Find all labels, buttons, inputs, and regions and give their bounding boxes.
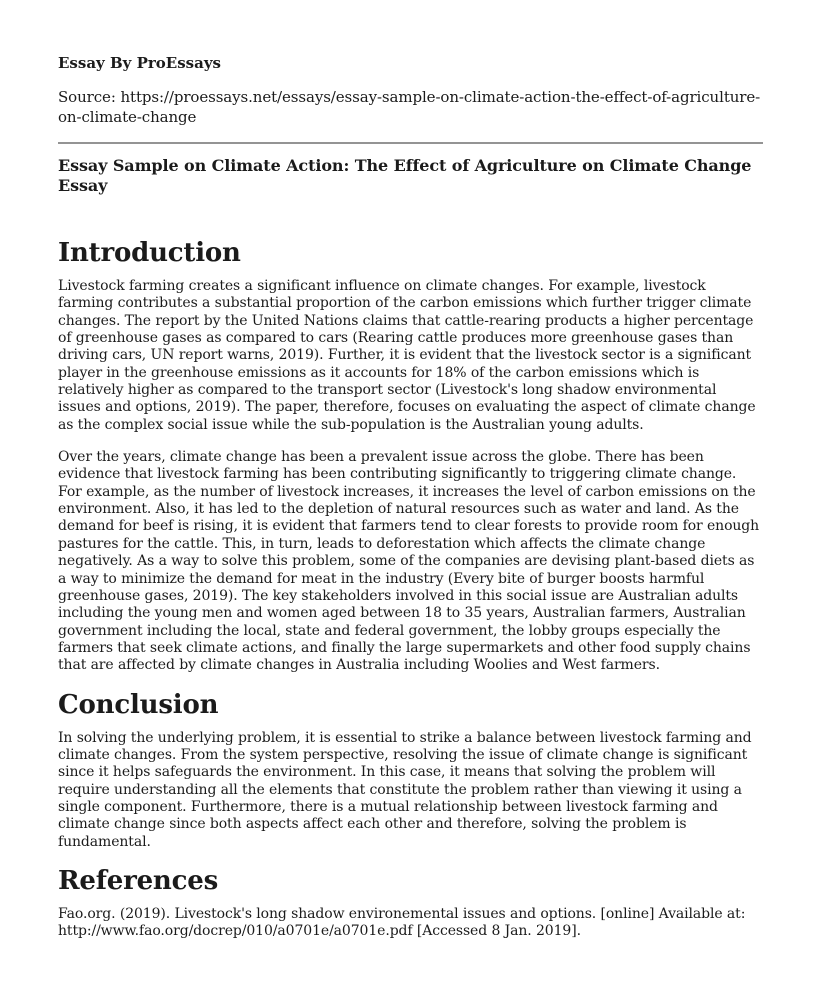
conclusion-paragraph: In solving the underlying problem, it is essential to strike a balance between livestock farming and climate changes. From the system perspective, resolving the issue of climate change is significant since it helps safeguards the environment. In this case, it means that solving the problem will require understanding all the elements that constitute the problem rather than viewing it using a single component. Furthermore, there is a mutual relationship between livestock farming and climate change since both aspects affect each other and therefore, solving the problem is fundamental. — [58, 729, 752, 850]
introduction-paragraph-1: Livestock farming creates a significant influence on climate changes. For example, livestock farming contributes a substantial proportion of the carbon emissions which further trigger climate changes. The report by the United Nations claims that cattle-rearing products a higher percentage of greenhouse gases as compared to cars (Rearing cattle produces more greenhouse gases than driving cars, UN report warns, 2019). Further, it is evident that the livestock sector is a significant player in the greenhouse emissions as it accounts for 18% of the carbon emissions which is relatively higher as compared to the transport sector (Livestock's long shadow environmental issues and options, 2019). The paper, therefore, focuses on evaluating the aspect of climate change as the complex social issue while the sub-population is the Australian young adults. — [58, 278, 756, 433]
divider-rule — [58, 142, 763, 144]
reference-entry: Fao.org. (2019). Livestock's long shadow environemental issues and options. [online] Available at: http://www.fao.org/docrep/010/a0701e/a0701e.pdf [Accessed 8 Jan. 2019]. — [58, 905, 746, 940]
source-url: https://proessays.net/essays/essay-sample-on-climate-action-the-effect-of-agriculture-on-climate-change — [58, 88, 761, 126]
source-label: Source: — [58, 88, 116, 106]
source-line — [58, 87, 763, 127]
section-heading-conclusion: Conclusion — [58, 689, 219, 720]
section-heading-introduction: Introduction — [58, 238, 241, 268]
byline: Essay By ProEssays — [58, 54, 221, 72]
section-heading-references: References — [58, 865, 219, 896]
document-title: Essay Sample on Climate Action: The Effect of Agriculture on Climate Change Essay — [58, 156, 752, 195]
introduction-paragraph-2: Over the years, climate change has been a prevalent issue across the globe. There has been evidence that livestock farming has been contributing significantly to triggering climate change. For example, as the number of livestock increases, it increases the level of carbon emissions on the environment. Also, it has led to the depletion of natural resources such as water and land. As the demand for beef is rising, it is evident that farmers tend to clear forests to provide room for enough pastures for the cattle. This, in turn, leads to deforestation which affects the climate change negatively. As a way to solve this problem, some of the companies are devising plant-based diets as a way to minimize the demand for meat in the industry (Every bite of burger boosts harmful greenhouse gases, 2019). The key stakeholders involved in this social issue are Australian adults including the young men and women aged between 18 to 35 years, Australian farmers, Australian government including the local, state and federal government, the lobby groups especially the farmers that seek climate actions, and finally the large supermarkets and other food supply chains that are affected by climate changes in Australia including Woolies and West farmers. — [58, 449, 760, 674]
